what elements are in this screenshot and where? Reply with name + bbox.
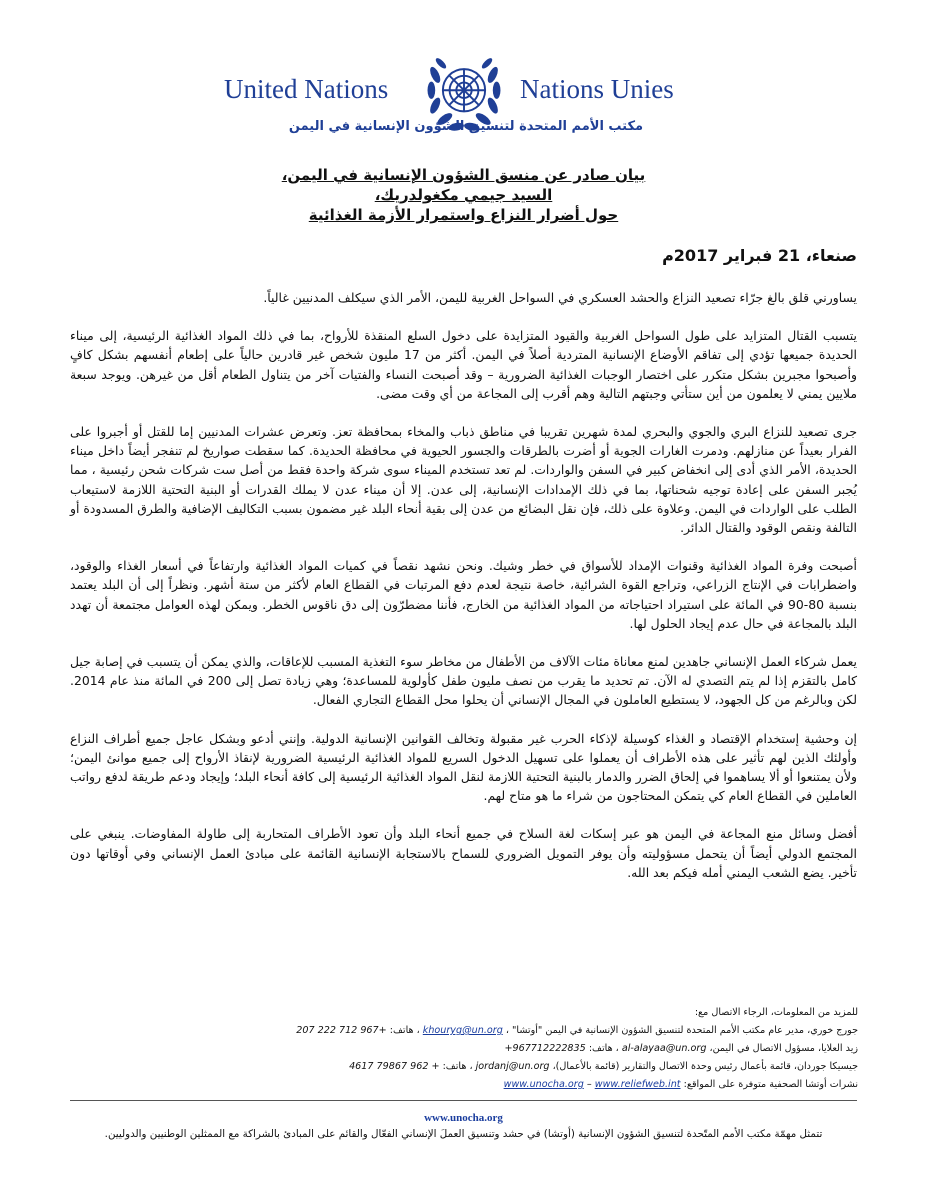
- contact-1-name: جورج خوري، مدير عام مكتب الأمم المتحدة لتنسيق الشؤون الإنسانية في اليمن "أوتشا" ،: [505, 1025, 858, 1036]
- contact-3-email[interactable]: jordanj@un.org: [475, 1061, 550, 1072]
- contact-2-phone: +967712222835: [504, 1043, 586, 1054]
- paragraph-6: إن وحشية إستخدام الإقتصاد و الغذاء كوسيلة لإذكاء الحرب غير مقبولة وتخالف القوانين الإنسانية الدولية. وإنني أدعو وبشكل عاجل جميع أطراف النزاع وأولئك الذين لهم تأثير على هذه الأطراف أن يعملوا على تسهيل الدخول السريع للمواد الغذائية الرئيسية الضرورية لإنقاذ الأرواح إلى جميع موانئ اليمن؛ ولأن يمتنعوا أو ألا يساهموا في إلحاق الضرر والدمار بالبنية التحتية اللازمة لنقل المواد الغذائية الرئيسية إلى كافة أنحاء البلد؛ وإيجاد ودعم طريقة لدفع رواتب العاملين في القطاع العام كي يتمكن المحتاجون من شراء ما هو متاح لهم.: [70, 730, 857, 804]
- dateline: صنعاء، 21 فبراير 2017م: [662, 246, 857, 265]
- statement-body: [70, 288, 857, 901]
- title-line-1: بيان صادر عن منسق الشؤون الإنسانية في اليمن،: [281, 166, 646, 184]
- contact-3-phone-label: ، هاتف:: [442, 1061, 473, 1072]
- press-sites-label: نشرات أوتشا الصحفية متوفرة على المواقع:: [683, 1079, 858, 1090]
- title-line-3: حول أضرار النزاع واستمرار الأزمة الغذائية: [308, 206, 619, 224]
- contact-info: [150, 1004, 858, 1094]
- paragraph-2: يتسبب القتال المتزايد على طول السواحل الغربية والقيود المتزايدة على دخول السلع المنقذة للأرواح، بما في ذلك المواد الغذائية الرئيسية، إلى ميناء الحديدة جميعها تؤدي إلى تفاقم الأوضاع الإنسانية المتردية أصلاً في اليمن. أكثر من 17 مليون شخص غير قادرين حالياً على إطعام أنفسهم بشكل كافٍ وأصبحوا مجبرين بشكل متكرر على اختصار الوجبات الغذائية الضرورية – وقد أصبحت النساء والفتيات آخر من يتناول الطعام أقل من غيرهن. ويوجد سبعة ملايين يمني لا يعلمون من أين ستأتي وجبتهم التالية وهم أقرب إلى المجاعة من أي وقت مضى.: [70, 328, 857, 401]
- contact-3-phone: 4617 79867 962 +: [349, 1061, 440, 1072]
- paragraph-4: أصبحت وفرة المواد الغذائية وقنوات الإمداد للأسواق في خطر وشيك. ونحن نشهد نقصاً في كميات المواد الغذائية وارتفاعاً في أسعار الغذاء والوقود، واضطرابات في الإنتاج الزراعي، وتراجع القوة الشرائية، خاصة نتيجة لعدم دفع المرتبات في القطاع العام لأكثر من ستة أشهر. ونظراً إلى أن البلد يعتمد بنسبة 80-90 في المائة على استيراد احتياجاته من المواد الغذائية من الخارج، فأننا مضطرّون إلى دق ناقوس الخطر. ويمكن لهذه العوامل مجتمعة أن تهدد البلد بالمجاعة في حال عدم إيجاد الحلول لها.: [70, 558, 858, 631]
- paragraph-3: جرى تصعيد للنزاع البري والجوي والبحري لمدة شهرين تقريبا في مناطق ذباب والمخاء بمحافظة تعز. وتعرض عشرات المدنيين إما للقتل أو أجبروا على الفرار بعيداً عن منازلهم. ودمرت الغارات الجوية أو أضرت بالطرقات والجسور الحيوية في محافظة الحديدة. كما سقطت صواريخ لم تنفجر أيضاً داخل ميناء الحديدة، الأمر الذي أدى إلى انخفاض كبير في السفن والواردات. لم تعد تستخدم الميناء سوى شركة واحدة فقط من أصل ست شركات شحن رئيسية ، مما يُجبر السفن على إعادة توجيه شحناتها، بما في ذلك الإمدادات الإنسانية، إلى عدن. إلا أن ميناء عدن لا يملك القدرات أو البنية التحتية اللازمة لاستيعاب الطلب على الواردات في اليمن. وعلاوة على ذلك، فإن نقل البضائع من عدن إلى بقية أنحاء البلد غير مضمون بسبب التكاليف الإضافية والطرق المسدودة أو التالفة ونقص الوقود والقتال الدائر.: [70, 424, 857, 536]
- contact-2-name: زيد العلايا، مسؤول الاتصال في اليمن،: [709, 1043, 858, 1054]
- contact-1-email[interactable]: khouryg@un.org: [422, 1025, 503, 1036]
- contact-intro: للمزيد من المعلومات، الرجاء الاتصال مع:: [694, 1007, 858, 1018]
- paragraph-5: يعمل شركاء العمل الإنساني جاهدين لمنع معاناة مئات الآلاف من الأطفال من مخاطر سوء التغذية المسبب للإعاقات، والذي يمكن أن يتسبب في إصابة جيل كامل بالتقزم إذا لم يتم التصدي له الآن. تم تحديد ما يقرب من نصف مليون طفل كأولوية للمساعدة؛ وهي زيادة تصل إلى 200 في المائة منذ عام 2014. لكن وبالرغم من كل الجهود، لا يستطيع العاملون في المجال الإنساني أن يحلوا محل القطاع التجاري الفعال.: [70, 654, 858, 708]
- contact-row-2: [150, 1040, 858, 1058]
- org-name-french: Nations Unies: [520, 74, 674, 104]
- contact-row-4: [150, 1076, 858, 1094]
- contact-1-phone-label: ، هاتف:: [389, 1025, 420, 1036]
- contact-2-phone-label: ، هاتف:: [588, 1043, 619, 1054]
- org-name-english: United Nations: [224, 74, 389, 104]
- contact-1-phone: 207 222 712 967+: [296, 1025, 387, 1036]
- footer-divider: [70, 1100, 857, 1101]
- unocha-link[interactable]: www.unocha.org: [503, 1079, 584, 1090]
- reliefweb-link[interactable]: www.reliefweb.int: [594, 1079, 681, 1090]
- contact-row-1: [150, 1022, 858, 1040]
- letterhead: [0, 48, 927, 148]
- title-line-2: السيد جيمي مكغولدريك،: [374, 186, 553, 204]
- link-separator: –: [586, 1079, 592, 1090]
- footer-website-link[interactable]: www.unocha.org: [424, 1112, 503, 1124]
- contact-2-email[interactable]: al-alayaa@un.org: [621, 1043, 707, 1054]
- paragraph-1: يساورني قلق بالغ جرّاء تصعيد النزاع والحشد العسكري في السواحل الغربية لليمن، الأمر الذي سيكلف المدنيين غالياً.: [263, 290, 857, 305]
- paragraph-7: أفضل وسائل منع المجاعة في اليمن هو عبر إسكات لغة السلاح في جميع أنحاء البلد وأن تعود الأطراف المتحاربة إلى طاولة المفاوضات. ينبغي على المجتمع الدولي أيضاً أن يتحمل مسؤوليته وأن يوفر التمويل الضروري للسماح بالاستجابة الإنسانية القائمة على مبادئ العمل الإنساني وفي أوقاتها دون تأخير. يضع الشعب اليمني أمله فيكم بعد الله.: [70, 826, 857, 880]
- footer-mission-statement: تتمثل مهمّة مكتب الأمم المتّحدة لتنسيق الشؤون الإنسانية (أوتشا) في حشد وتنسيق العملَ الإنساني الفعّال والقائم على المبادئ بالشراكة مع الممثلين الوطنيين والدوليين.: [104, 1128, 823, 1140]
- office-name-arabic: مكتب الأمم المتحدة لتنسيق الشؤون الإنسانية في اليمن: [288, 119, 644, 134]
- statement-title: [200, 165, 727, 225]
- contact-3-name: جيسيكا جوردان، قائمة بأعمال رئيس وحدة الاتصال والتقارير (قائمة بالأعمال)،: [552, 1061, 858, 1072]
- contact-row-3: [150, 1058, 858, 1076]
